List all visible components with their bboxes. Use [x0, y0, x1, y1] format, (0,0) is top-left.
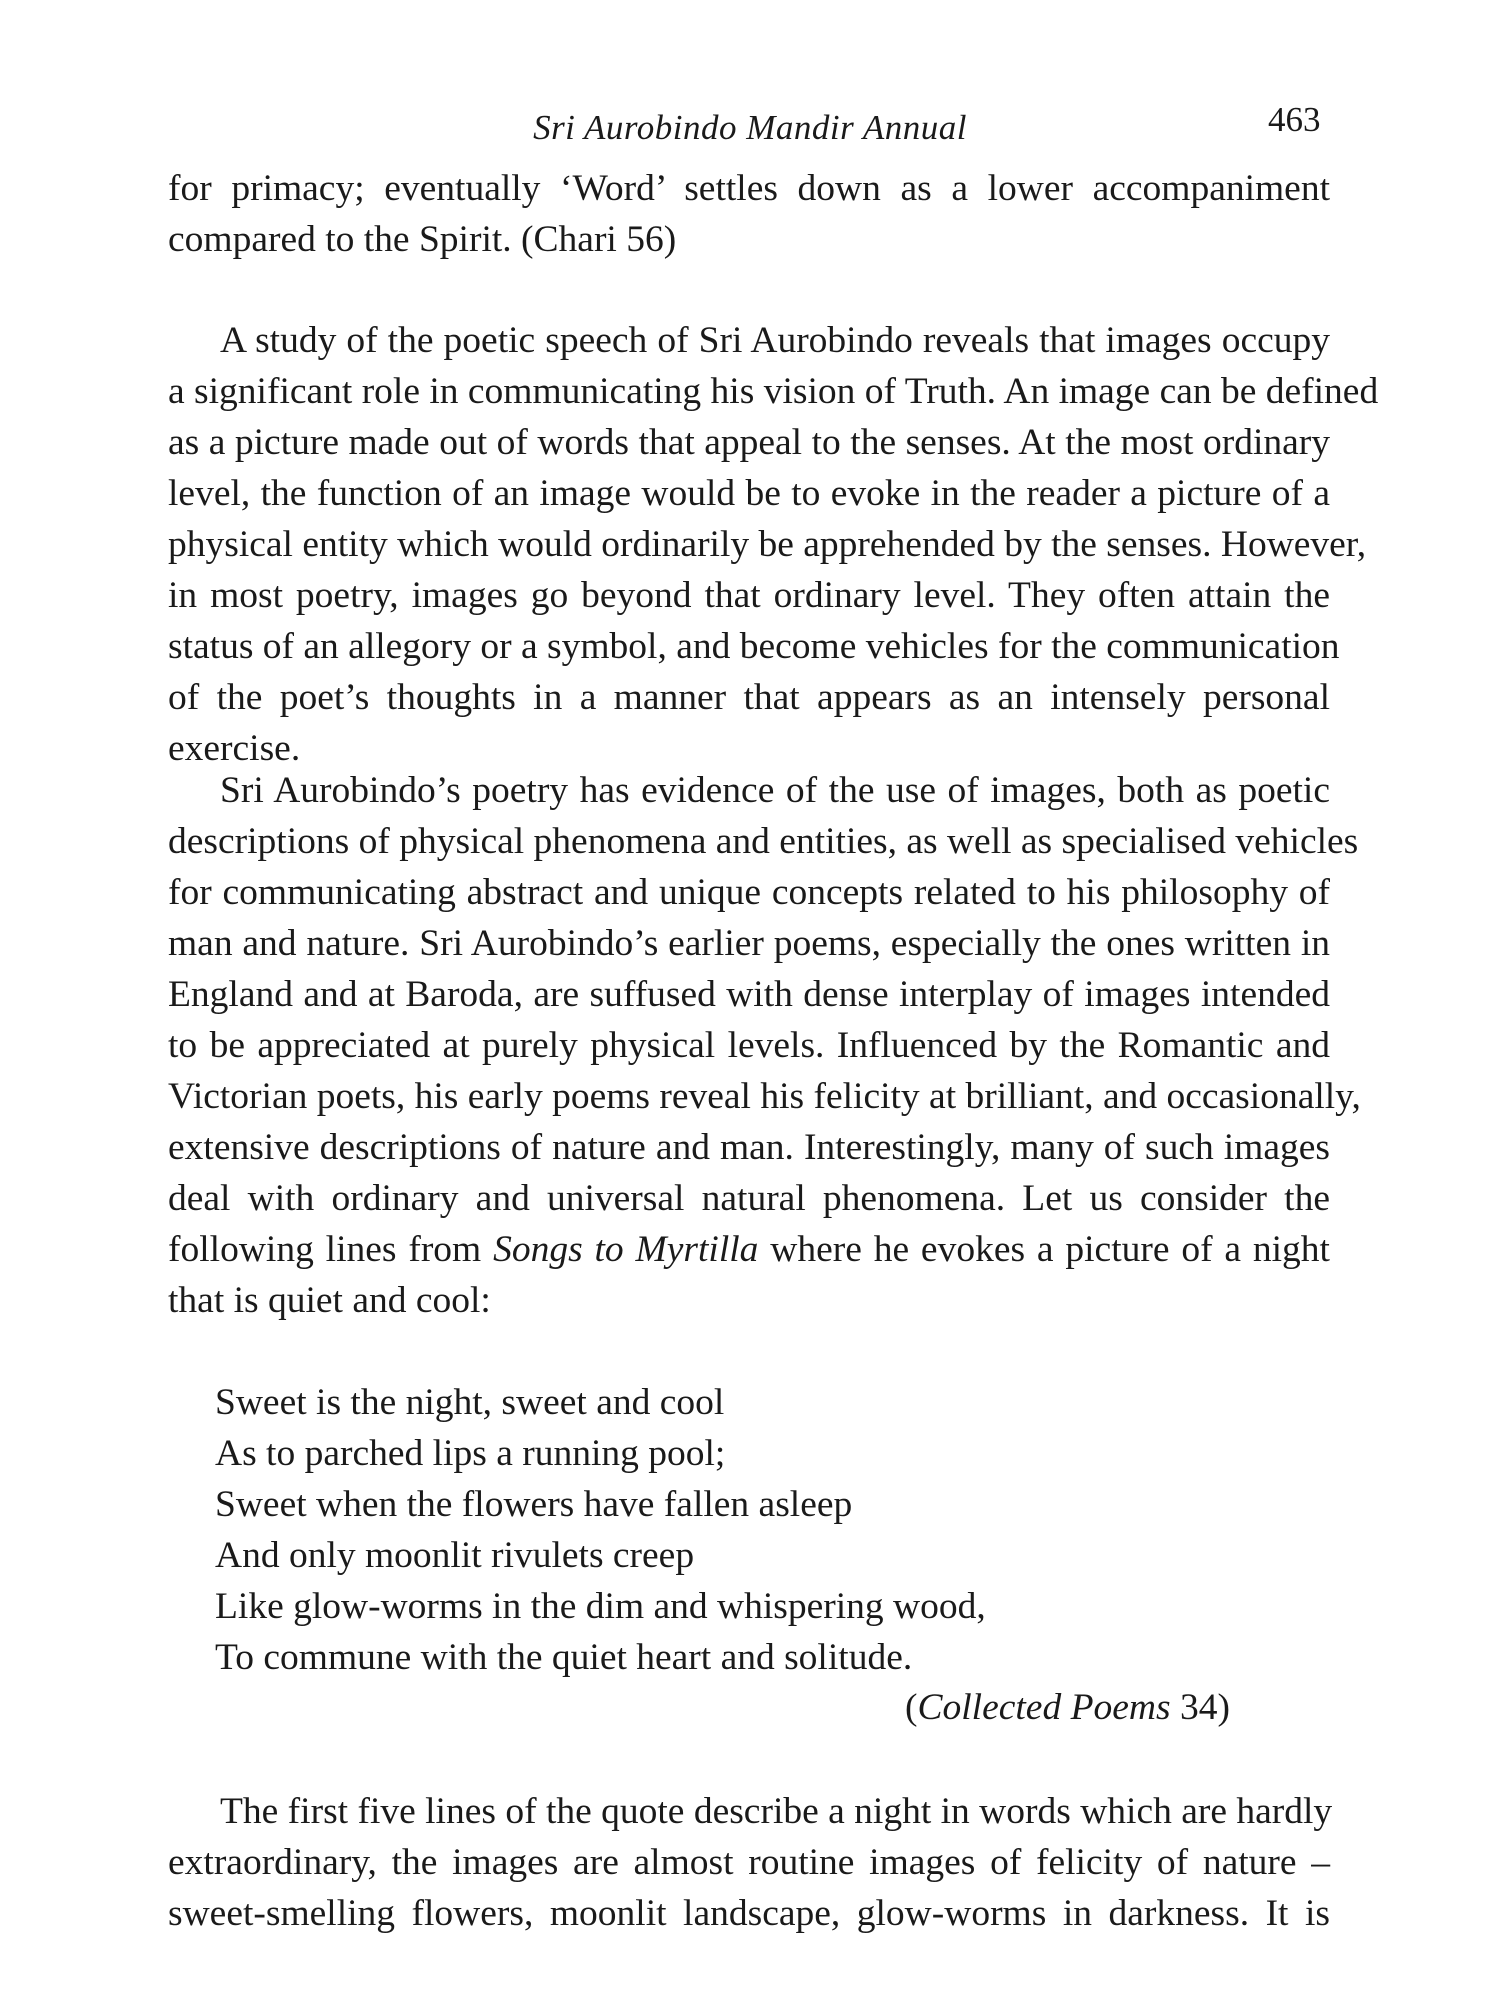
- text-line: for primacy; eventually ‘Word’ settles down as a lower accompaniment: [168, 168, 1330, 209]
- poem-line: As to parched lips a running pool;: [215, 1433, 726, 1474]
- poem-line: To commune with the quiet heart and solitude.: [215, 1637, 913, 1678]
- citation-title: Collected Poems: [917, 1687, 1171, 1728]
- text-line-with-title: [168, 1224, 1330, 1275]
- text-line: England and at Baroda, are suffused with dense interplay of images intended: [168, 974, 1330, 1015]
- citation-open: (: [905, 1687, 918, 1728]
- text-line: man and nature. Sri Aurobindo’s earlier poems, especially the ones written in: [168, 923, 1330, 964]
- text-line: The first five lines of the quote describe a night in words which are hardly: [220, 1791, 1333, 1832]
- text-line: extraordinary, the images are almost routine images of felicity of nature –: [168, 1842, 1330, 1883]
- text-line: status of an allegory or a symbol, and become vehicles for the communication: [168, 626, 1340, 667]
- text-line: for communicating abstract and unique concepts related to his philosophy of: [168, 872, 1330, 913]
- text-line: as a picture made out of words that appeal to the senses. At the most ordinary: [168, 422, 1330, 463]
- text-fragment: following lines from: [168, 1229, 494, 1270]
- paragraph-analysis: [168, 1786, 1333, 1939]
- text-line: Sri Aurobindo’s poetry has evidence of the use of images, both as poetic: [220, 770, 1330, 811]
- poem-quotation: [215, 1377, 986, 1683]
- text-line: to be appreciated at purely physical levels. Influenced by the Romantic and: [168, 1025, 1330, 1066]
- text-line: extensive descriptions of nature and man. Interestingly, many of such images: [168, 1127, 1330, 1168]
- text-line: of the poet’s thoughts in a manner that appears as an intensely personal: [168, 677, 1330, 718]
- text-line: deal with ordinary and universal natural phenomena. Let us consider the: [168, 1178, 1330, 1219]
- running-header-title: Sri Aurobindo Mandir Annual: [533, 108, 967, 147]
- text-line: Victorian poets, his early poems reveal his felicity at brilliant, and occasionally,: [168, 1076, 1361, 1117]
- page-number: 463: [1268, 100, 1321, 139]
- poem-line: Sweet is the night, sweet and cool: [215, 1382, 725, 1423]
- paragraph-early-poems: [168, 765, 1361, 1326]
- text-line: a significant role in communicating his vision of Truth. An image can be defined: [168, 371, 1379, 412]
- text-line: compared to the Spirit. (Chari 56): [168, 219, 677, 260]
- text-line: physical entity which would ordinarily be apprehended by the senses. However,: [168, 524, 1367, 565]
- text-line: that is quiet and cool:: [168, 1280, 491, 1321]
- text-line: descriptions of physical phenomena and entities, as well as specialised vehicles: [168, 821, 1359, 862]
- paragraph-images-intro: [168, 315, 1379, 774]
- poem-line: And only moonlit rivulets creep: [215, 1535, 695, 1576]
- poem-line: Sweet when the flowers have fallen asleep: [215, 1484, 853, 1525]
- poem-citation: [905, 1686, 1230, 1729]
- text-line: level, the function of an image would be to evoke in the reader a picture of a: [168, 473, 1330, 514]
- citation-page: 34): [1170, 1687, 1230, 1728]
- text-line: sweet-smelling flowers, moonlit landscape, glow-worms in darkness. It is: [168, 1893, 1330, 1934]
- text-fragment: where he evokes a picture of a night: [758, 1229, 1330, 1270]
- book-title: Songs to Myrtilla: [493, 1229, 759, 1270]
- text-line: exercise.: [168, 728, 301, 769]
- text-line: in most poetry, images go beyond that ordinary level. They often attain the: [168, 575, 1330, 616]
- paragraph-continuation: [168, 163, 1330, 265]
- poem-line: Like glow-worms in the dim and whispering wood,: [215, 1586, 986, 1627]
- text-line: A study of the poetic speech of Sri Aurobindo reveals that images occupy: [220, 320, 1330, 361]
